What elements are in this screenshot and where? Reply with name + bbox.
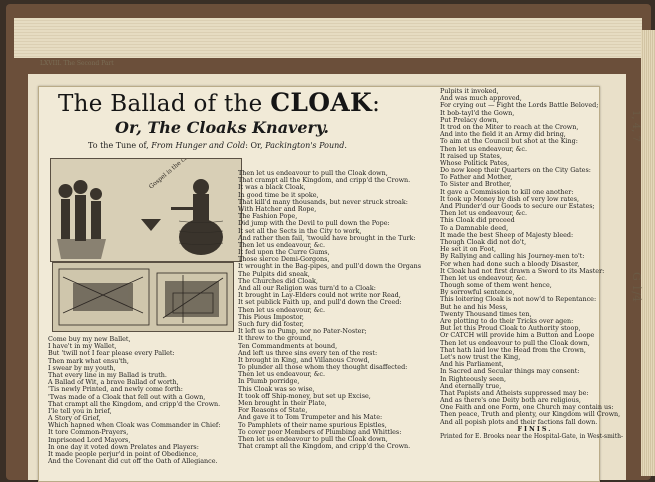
verse-line: In Plumb porridge, bbox=[238, 378, 300, 386]
woodcut-preacher-illustration bbox=[50, 158, 242, 262]
verse-line: Or CATCH will provide him a Button and Loope bbox=[440, 332, 595, 340]
verse-line: I'le tell you in brief, bbox=[48, 407, 112, 415]
verse-line: Which hapned when Cloak was Commander in Chief: bbox=[48, 422, 221, 430]
verse-line: It set publick Faith up, and pull'd down the Creed: bbox=[238, 299, 402, 307]
verse-line: It fed upon the Curre Gums, bbox=[238, 249, 330, 257]
verse-line: Do now keep their Quarters on the City Gates: bbox=[440, 167, 591, 175]
verse-line: It made the best Sheep of Majesty bleed: bbox=[440, 231, 574, 239]
verse-line: Come buy my new Ballet, bbox=[48, 336, 131, 343]
verse-line: It left us no Pump, nor no Pater-Noster; bbox=[238, 328, 367, 336]
verse-line: The Fashion Pope, bbox=[238, 213, 298, 221]
page-block-edge bbox=[641, 30, 655, 476]
title-bold: CLOAK bbox=[270, 88, 373, 117]
tune-mid: : Or, bbox=[245, 141, 266, 150]
side-annotation: G 1/4 bbox=[630, 272, 643, 302]
verse-line: To Sister and Brother, bbox=[440, 181, 512, 189]
tune-line bbox=[88, 141, 347, 150]
verse-line: A Story of Grief, bbox=[48, 415, 101, 423]
woodcut-church-illustration bbox=[52, 262, 234, 332]
verse-line: And into the field it an Army did bring, bbox=[440, 131, 566, 139]
verse-column-1 bbox=[48, 336, 246, 465]
verse-line: I have't in my Wallet, bbox=[48, 343, 117, 351]
verse-line: And all our Religion was turn'd to a Cloak: bbox=[238, 285, 376, 292]
verse-line: Pulpits it invoked, bbox=[440, 88, 499, 95]
verse-line: But 'twill not I fear please every Pallet: bbox=[48, 350, 175, 358]
verse-line: That Papists and Atheists suppressed may be: bbox=[440, 389, 589, 397]
running-head: LXVIII. The Second Part bbox=[40, 60, 114, 67]
verse-line: It set all the Sects in the City to work, bbox=[238, 227, 362, 235]
verse-line: This loitering Cloak is not now'd to Repentance: bbox=[440, 296, 597, 304]
verse-line: And the Covenant did cut off the Oath of Allegiance. bbox=[48, 458, 218, 466]
verse-line: Imprisoned Lord Mayors, bbox=[48, 436, 131, 444]
verse-line: It brought in Lay-Elders could not write nor Read, bbox=[238, 292, 401, 300]
verse-line: It raised up States, bbox=[440, 152, 502, 160]
verse-line: Twenty Thousand times ten, bbox=[440, 310, 532, 318]
verse-line: It made people perjur'd in point of Obedience, bbox=[48, 451, 199, 458]
verse-line: It threw to the ground, bbox=[238, 335, 313, 343]
verse-line: Then let us endeavour, &c. bbox=[440, 274, 528, 282]
page-block-top bbox=[14, 18, 642, 58]
tune-name-1: From Hunger and Cold bbox=[151, 141, 246, 150]
verse-line: For crying out — Fight the Lords Battle Beloved; bbox=[440, 102, 599, 110]
verse-line: To a Damnable deed, bbox=[440, 224, 509, 232]
verse-line: For when had done such a bloody Disaster, bbox=[440, 260, 580, 268]
verse-line: It bob-tayl'd the Gown, bbox=[440, 109, 515, 117]
ballad-title bbox=[58, 88, 380, 117]
verse-line: Then let us endeavour to pull the Cloak down, bbox=[238, 435, 388, 443]
verse-line: The Pulpits did sneak, bbox=[238, 270, 310, 278]
verse-line: That hath laid low the Head from the Crown, bbox=[440, 346, 586, 354]
ballad-subtitle: Or, The Cloaks Knavery. bbox=[115, 118, 329, 137]
verse-line: Then let us endeavour, &c. bbox=[440, 210, 528, 218]
verse-line: One Faith and one Form, one Church may contain us: bbox=[440, 404, 614, 412]
verse-line: In Righteously seen, bbox=[440, 375, 507, 383]
verse-line: Then mark what ensu'th, bbox=[48, 357, 129, 365]
title-post: : bbox=[372, 91, 381, 117]
verse-line: To cover poor Members of Plumbing and Whittles: bbox=[238, 428, 402, 436]
finis-line: FINIS. bbox=[517, 425, 553, 433]
verse-line: To Father and Mother, bbox=[440, 174, 513, 182]
verse-line: Such fury did foster, bbox=[238, 320, 304, 328]
verse-line: It took up Money by dish of very low rates, bbox=[440, 195, 580, 203]
verse-line: I swear by my youth, bbox=[48, 364, 116, 372]
verse-line: And Plunder'd our Goods to secure our Estates; bbox=[440, 203, 595, 210]
verse-line: 'Tis newly Printed, and newly come forth: bbox=[48, 386, 183, 394]
verse-line: It wrought in the Bag-pipes, and pull'd down the Organs bbox=[238, 263, 422, 271]
verse-line: A Ballad of Wit, a brave Ballad of worth, bbox=[48, 379, 179, 387]
verse-line: That crampt all the Kingdom, and cripp'd the Crown. bbox=[238, 177, 411, 185]
verse-line: Then let us endeavour, &c. bbox=[238, 371, 326, 379]
verse-line: In one day it voted down Prelates and Players: bbox=[48, 443, 199, 451]
verse-line: For Reasons of State, bbox=[238, 407, 308, 415]
tune-prefix: To the Tune of, bbox=[88, 141, 152, 150]
verse-line: It Cloak had not first drawn a Sword to its Master: bbox=[440, 267, 605, 275]
verse-line: The Churches did Cloak, bbox=[238, 277, 318, 285]
shelfmark-annotation: 1, 4, 7 bbox=[630, 110, 641, 142]
verse-line: By sorrowful sentence, bbox=[440, 289, 515, 297]
verse-line: That every line in my Ballad is truth. bbox=[48, 371, 167, 379]
verse-line: Ten Commandments at bound, bbox=[238, 342, 338, 350]
verse-line: Then let us endeavour to pull the Cloak down, bbox=[440, 339, 590, 347]
verse-line: And rather then fail, 'twould have brought in the Turk: bbox=[238, 234, 416, 242]
verse-line: It brought in King, and Villanous Crowd, bbox=[238, 356, 370, 364]
verse-line: In good time be it spoke, bbox=[238, 191, 319, 199]
verse-line: Are plotting to do their Tricks over agen: bbox=[440, 318, 574, 325]
verse-line: Then let us endeavour to pull the Cloak down, bbox=[238, 170, 388, 177]
verse-line: It trod on the Miter to reach at the Crown, bbox=[440, 123, 579, 131]
verse-line: And gave it to Tom Trumpeter and his Mate: bbox=[238, 414, 383, 422]
verse-line: It was a black Cloak, bbox=[238, 184, 306, 192]
verse-line: To Pamphlets of their name spurious Epistles, bbox=[238, 421, 387, 429]
verse-line: Though some of them went hence, bbox=[440, 282, 552, 290]
verse-line: He set it on Foot, bbox=[440, 246, 497, 254]
verse-line: But let this Proud Cloak to Authority stoop, bbox=[440, 325, 581, 333]
verse-line: That kill'd many thousands, but never struck stroak: bbox=[238, 198, 408, 206]
verse-line: To aim at the Council but shot at the King: bbox=[440, 138, 578, 146]
imprint-line: Printed for E. Brooks near the Hospital-Gate, in West-smith- bbox=[440, 433, 624, 440]
verse-line: That crampt all the Kingdom, and cripp'd the Crown. bbox=[238, 443, 411, 451]
verse-line: Then peace, Truth and plenty, our Kingdom will Crown, bbox=[440, 411, 621, 419]
verse-line: It took off Ship-money, but set up Excise, bbox=[238, 392, 371, 400]
verse-line: And eternally true, bbox=[440, 382, 502, 390]
verse-line: It tore Common-Prayers, bbox=[48, 429, 129, 437]
verse-line: But he and his Mess, bbox=[440, 303, 508, 311]
verse-line: 'Twas made of a Cloak that fell out with a Gown, bbox=[48, 393, 206, 401]
tune-name-2: Packington's Pound. bbox=[265, 141, 347, 150]
verse-line: This Cloak was so wise, bbox=[238, 385, 315, 393]
verse-line: By Rallying and calling his Journey-men to't: bbox=[440, 253, 585, 261]
verse-line: And as there's one Deity both are religious, bbox=[440, 397, 581, 405]
verse-line: Those sierce Demi-Gorgons, bbox=[238, 256, 330, 264]
verse-line: Then let us endeavour, &c. bbox=[440, 145, 528, 153]
verse-line: And left us three sins every ten of the rest: bbox=[238, 349, 378, 357]
verse-line: Then let us endeavour, &c. bbox=[238, 306, 326, 314]
verse-line: With Hatcher and Rope, bbox=[238, 205, 317, 213]
verse-line: Put Prelacy down, bbox=[440, 116, 499, 124]
verse-column-3 bbox=[440, 88, 630, 440]
verse-line: To plunder all those whom they thought disaffected: bbox=[238, 364, 408, 372]
verse-line: That crampt all the Kingdom, and cripp'd the Crown. bbox=[48, 400, 221, 408]
verse-line: And was much approved, bbox=[440, 95, 522, 103]
verse-line: Let's now trust the King, bbox=[440, 353, 521, 361]
verse-line: This Cloak did proceed bbox=[440, 217, 515, 225]
verse-line: Though Cloak did not do't, bbox=[440, 238, 527, 246]
verse-column-2 bbox=[238, 170, 448, 450]
verse-line: Did jump with the Devil to pull down the Pope: bbox=[238, 220, 390, 228]
verse-line: Whose Politick Pates, bbox=[440, 159, 510, 167]
verse-line: And all popish plots and their factions fall down. bbox=[440, 418, 598, 426]
verse-line: In Sacred and Secular things may consent: bbox=[440, 368, 580, 376]
verse-line: Then let us endeavour, &c. bbox=[238, 241, 326, 249]
title-pre: The Ballad of the bbox=[58, 91, 271, 117]
verse-line: This Pious Impostor, bbox=[238, 313, 304, 321]
verse-line: And his Parliament, bbox=[440, 361, 504, 369]
verse-line: It gave a Commission to kill one another: bbox=[440, 188, 574, 196]
verse-line: Men brought in their Plate, bbox=[238, 400, 327, 407]
